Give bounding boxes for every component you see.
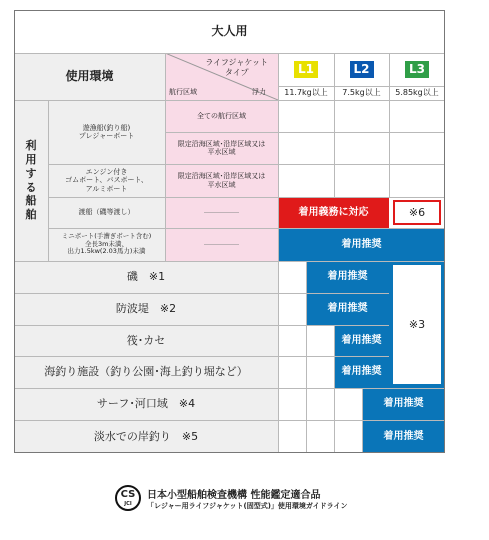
type-l1-badge: L1 [294,61,318,78]
logo-jci-text: JCI [124,501,132,507]
boat-name-ferry: 渡船（磯等渡し） [48,197,165,228]
boat-group-label: 利 用 す る 船 舶 [14,100,48,261]
boat-name-rubber: エンジン付き ゴムボート、バスボート、 アルミボート [48,164,165,197]
type-area-header [165,53,278,100]
type-l3-badge: L3 [405,61,429,78]
place-freshwater: 淡水での岸釣り ※5 [14,420,278,453]
place-raft: 筏･カセ [14,325,278,356]
facility-recommend: 着用推奨 [334,356,389,388]
footer-line2: 「レジャー用ライフジャケット(固型式)」使用環境ガイドライン [147,502,348,510]
ferry-note: ※6 [393,200,441,225]
area-all: 全ての航行区域 [165,100,278,132]
raft-recommend: 着用推奨 [334,325,389,356]
place-breakwater: 防波堤 ※2 [14,293,278,325]
footer-line1: 日本小型船舶検査機構 性能鑑定適合品 [147,490,321,501]
usage-environment-header: 使用環境 [14,53,165,100]
ferry-mandatory: 着用義務に対応 [278,197,389,228]
jacket-type-label: ライフジャケット タイプ [205,58,268,77]
type-l1-buoyancy: 11.7kg以上 [284,88,328,98]
miniboat-recommend: 着用推奨 [278,228,445,261]
type-l2-cell [334,53,389,86]
boat-name-miniboat: ミニボート(手漕ぎボート含む) 全長3m未満、 出力1.5kw(2.03馬力)未満 [48,228,165,261]
place-surf: サーフ･河口域 ※4 [14,388,278,420]
type-l2-badge: L2 [350,61,374,78]
area-ferry-none: ――――― [165,197,278,228]
type-l3-buoyancy: 5.85kg以上 [395,88,439,98]
type-l3-cell [389,53,445,86]
type-l2-buoyancy: 7.5kg以上 [342,88,381,98]
navigation-area-label: 航行区域 [169,87,197,96]
certification-footer [115,485,395,515]
breakwater-recommend: 着用推奨 [306,293,389,325]
note3-cell [389,261,445,388]
freshwater-recommend: 着用推奨 [362,420,445,453]
table-title: 大人用 [211,24,248,39]
rocks-recommend: 着用推奨 [306,261,389,293]
type-l1-cell [278,53,334,86]
logo-cs-text: CS [120,489,136,500]
cs-jci-logo [115,485,141,511]
buoyancy-label: 浮力 [252,87,266,96]
area-miniboat-none: ――――― [165,228,278,261]
ferry-note-cell [389,197,445,228]
place-fishing-facility: 海釣り施設（釣り公園･海上釣り堀など） [14,356,278,388]
area-limited-2: 限定沿海区域･沿岸区域又は 平水区域 [165,164,278,197]
note3-box: ※3 [393,265,441,384]
area-limited-1: 限定沿海区域･沿岸区域又は 平水区域 [165,132,278,164]
surf-recommend: 着用推奨 [362,388,445,420]
place-rocks: 磯 ※1 [14,261,278,293]
boat-name-fishing: 遊漁船(釣り船) プレジャーボート [48,100,165,164]
